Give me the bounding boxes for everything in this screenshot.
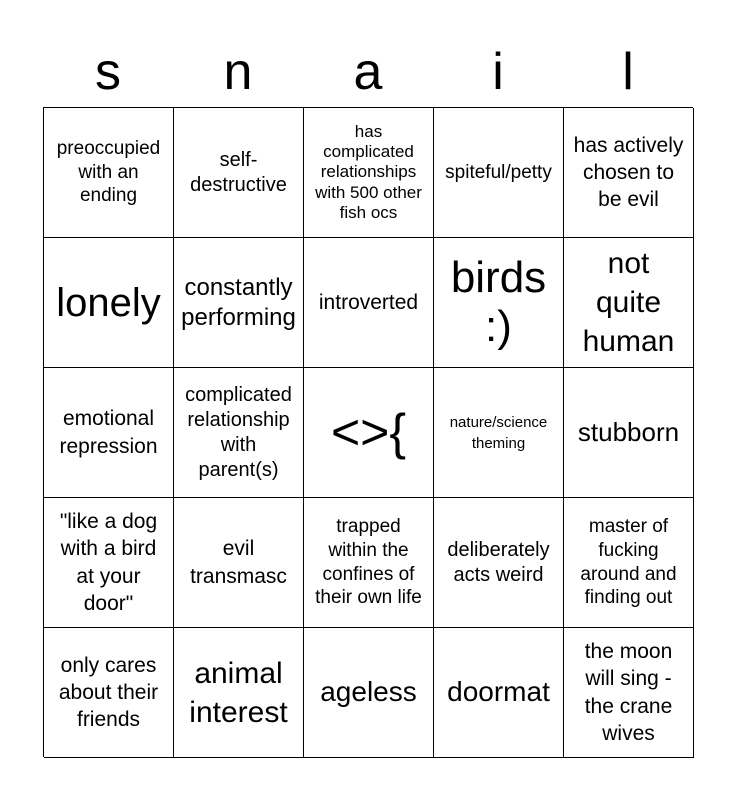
header-letter-a: a: [353, 43, 383, 101]
bingo-cell[interactable]: [44, 108, 174, 238]
bingo-cell[interactable]: [564, 498, 694, 628]
cell-text: birds :): [450, 253, 547, 351]
cell-text: lonely: [56, 280, 161, 325]
cell-text: has complicated relationships with 500 other fish ocs: [315, 122, 422, 222]
bingo-cell[interactable]: [434, 498, 564, 628]
bingo-cell[interactable]: [174, 628, 304, 758]
cell-text: "like a dog with a bird at your door": [59, 509, 158, 615]
cell-text: doormat: [447, 676, 550, 708]
cell-text: evil transmasc: [190, 537, 287, 588]
cell-text: stubborn: [577, 417, 680, 448]
cell-text: introverted: [318, 290, 419, 314]
bingo-cell[interactable]: [304, 108, 434, 238]
bingo-cell[interactable]: [564, 238, 694, 368]
cell-text: not quite human: [582, 247, 675, 358]
bingo-cell[interactable]: [564, 108, 694, 238]
bingo-cell[interactable]: [434, 108, 564, 238]
bingo-cell[interactable]: [434, 368, 564, 498]
cell-text: complicated relationship with parent(s): [185, 383, 292, 481]
bingo-cell[interactable]: [174, 368, 304, 498]
cell-text: spiteful/petty: [445, 161, 552, 183]
bingo-cell[interactable]: [434, 628, 564, 758]
header-letter-l: l: [622, 43, 634, 101]
bingo-cell[interactable]: [304, 368, 434, 498]
bingo-cell[interactable]: [44, 368, 174, 498]
bingo-cell[interactable]: [44, 498, 174, 628]
bingo-cell[interactable]: [564, 368, 694, 498]
cell-text: has actively chosen to be evil: [573, 133, 684, 212]
bingo-header: [43, 40, 693, 108]
bingo-cell[interactable]: [44, 628, 174, 758]
cell-text: self-destructive: [190, 148, 287, 196]
bingo-cell[interactable]: [304, 498, 434, 628]
cell-text: preoccupied with an ending: [56, 137, 161, 207]
cell-text: constantly performing: [181, 273, 296, 331]
bingo-cell[interactable]: [304, 628, 434, 758]
cell-text: the moon will sing - the crane wives: [584, 639, 673, 745]
cell-text: master of fucking around and finding out: [580, 516, 677, 609]
bingo-cell[interactable]: [304, 238, 434, 368]
bingo-cell[interactable]: [174, 108, 304, 238]
header-letter-s: s: [95, 43, 121, 101]
cell-text: nature/science theming: [449, 413, 548, 452]
header-letter-n: n: [223, 43, 253, 101]
cell-text: only cares about their friends: [58, 653, 159, 732]
cell-text: <>{: [330, 404, 407, 460]
cell-text: animal interest: [189, 656, 288, 729]
cell-text: deliberately acts weird: [447, 538, 550, 586]
header-letter-i: i: [492, 43, 504, 101]
cell-text: ageless: [320, 676, 417, 708]
bingo-cell[interactable]: [174, 238, 304, 368]
bingo-board: [43, 107, 693, 757]
bingo-cell[interactable]: [44, 238, 174, 368]
bingo-cell[interactable]: [174, 498, 304, 628]
bingo-cell[interactable]: [564, 628, 694, 758]
bingo-cell[interactable]: [434, 238, 564, 368]
cell-text: trapped within the confines of their own life: [315, 516, 422, 609]
cell-text: emotional repression: [59, 407, 158, 458]
